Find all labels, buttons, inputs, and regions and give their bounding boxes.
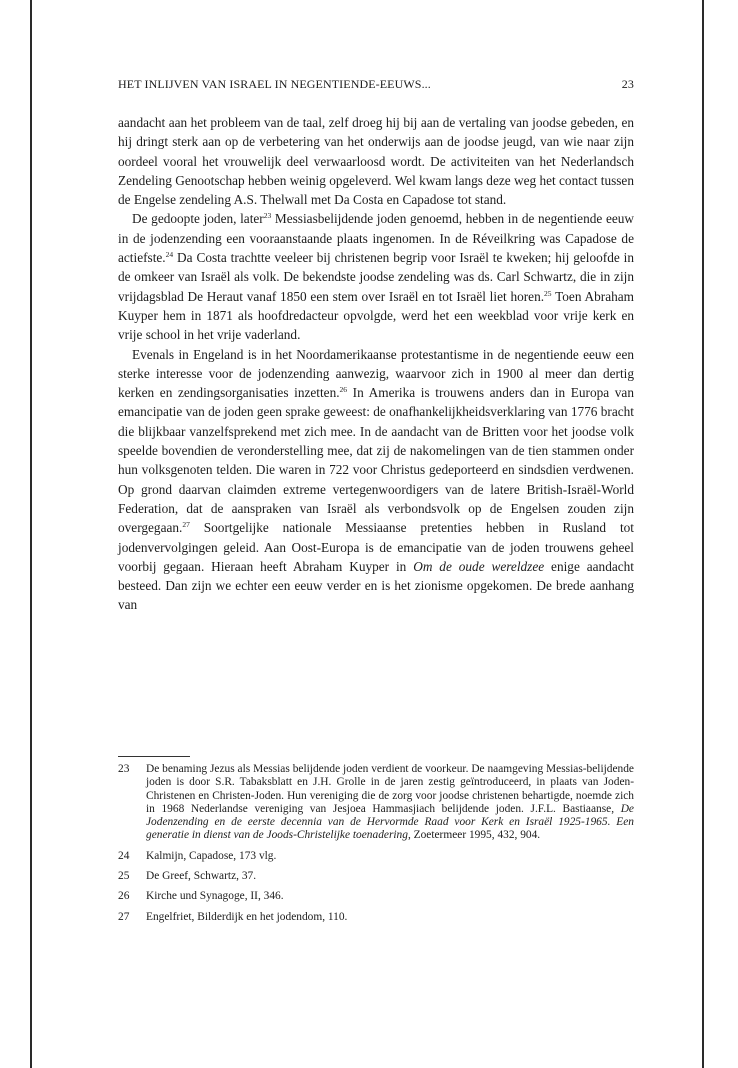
body-text bbox=[118, 113, 634, 615]
footnote-text-a: De benaming Jezus als Messias belijdende joden verdient de voorkeur. De naamgeving Messias-belijdende joden is door S.R. Tabaksblatt en J.H. Grolle in de jaren zestig geïntroduceerd, in plaats van Joden-Christenen en Christen-Joden. Hun vereniging die de zorg voor joodse christenen behartigde, noemde zich in 1968 Nederlandse vereniging van Jesjoea Hammasjiach belijdende joden. J.F.L. Bastiaanse, bbox=[146, 763, 634, 815]
footnote-24 bbox=[118, 850, 634, 863]
paragraph-2-text-a: De gedoopte joden, later bbox=[132, 211, 264, 227]
footnote-text: Kalmijn, Capadose, 173 vlg. bbox=[146, 849, 277, 862]
paragraph-2-text-c: Da Costa trachtte veeleer bij christenen begrip voor Israël te kweken; hij geloofde in de omkeer van Israël als volk. De bekendste joodse zendeling was ds. Carl Schwartz, die in zijn vrijdagsblad De Heraut vanaf 1850 een stem over Israël en tot Israël liet horen. bbox=[118, 250, 634, 304]
paragraph-3-text-b: In Amerika is trouwens anders dan in Europa van emancipatie van de joden geen sprake geweest: de onafhankelijkheidsverklaring van 1776 bracht die blijkbaar vanzelfsprekend met zich mee. In de aandacht van de Britten voor het joodse volk speelde bovendien de veronderstelling mee, dat zij de nakomelingen van de tien stammen onder hun volksgenoten telden. Die waren in 722 voor Christus gedeporteerd en sindsdien verdwenen. Op grond daarvan claimden extreme vertegenwoordigers van de latere British-Israël-World Federation, dat de aanspraken van Israël als verbondsvolk op de Engelsen zouden zijn overgegaan. bbox=[118, 385, 634, 536]
footnote-ref-23: 23 bbox=[263, 211, 272, 221]
paragraph-3-italic-title: Om de oude wereldzee bbox=[413, 558, 545, 574]
paragraph-3 bbox=[118, 345, 634, 615]
footnote-ref-24: 24 bbox=[165, 250, 174, 260]
footnote-ref-25: 25 bbox=[544, 288, 552, 298]
footnote-text-b: , Zoetermeer 1995, 432, 904. bbox=[407, 829, 541, 842]
scan-edge-right bbox=[702, 0, 704, 1068]
footnote-italic-title: De Jodenzending en de eerste decennia van de Hervormde Raad voor Kerk en Israël 1925-1965. Een generatie in dienst van de Joods-Christelijke toenadering bbox=[146, 802, 634, 842]
footnote-ref-27: 27 bbox=[182, 520, 190, 530]
paragraph-3-text-c: Soortgelijke nationale Messiaanse pretenties hebben in Rusland tot jodenvervolgingen geleid. Aan Oost-Europa is de emancipatie van de joden trouwens geheel voorbij gegaan. Hieraan heeft Abraham Kuyper in bbox=[118, 520, 634, 574]
scan-edge-left bbox=[30, 0, 32, 1068]
footnote-number: 26 bbox=[118, 890, 130, 903]
footnote-text: Kirche und Synagoge, II, 346. bbox=[146, 890, 284, 903]
running-title: HET INLIJVEN VAN ISRAEL IN NEGENTIENDE-EEUWS... bbox=[118, 77, 431, 91]
footnote-number: 24 bbox=[118, 849, 130, 862]
paragraph-1: aandacht aan het probleem van de taal, zelf droeg hij bij aan de vertaling van joodse gebeden, en hij dringt sterk aan op de verbetering van het onderwijs aan de joodse jeugd, van wie naar zijn oordeel vooral het vrouwelijk deel verwaarloosd wordt. De activiteiten van het Nederlandsch Zendeling Genootschap hebben weinig opgeleverd. Wel kwam langs deze weg het contact tussen de Engelse zendeling A.S. Thelwall met Da Costa en Capadose tot stand. bbox=[118, 115, 634, 208]
footnote-25 bbox=[118, 870, 634, 883]
footnote-27 bbox=[118, 911, 634, 924]
footnote-23 bbox=[118, 763, 634, 843]
paragraph-2 bbox=[118, 209, 634, 344]
footnote-26 bbox=[118, 890, 634, 903]
footnote-text: De Greef, Schwartz, 37. bbox=[146, 870, 257, 883]
footnote-number: 23 bbox=[118, 763, 130, 775]
footnote-number: 27 bbox=[118, 910, 130, 923]
paragraph-2-text-b: Messiasbelijdende joden genoemd, hebben in de negentiende eeuw in de jodenzending een vooraanstaande plaats ingenomen. In de Réveilkring was Capadose de actiefste. bbox=[118, 211, 634, 266]
footnote-text: Engelfriet, Bilderdijk en het jodendom, 110. bbox=[146, 910, 348, 923]
paragraph-3-text-a: Evenals in Engeland is in het Noordamerikaanse protestantisme in de negentiende eeuw een sterke interesse voor de jodenzending aanwezig, waarvoor zich in 1900 al meer dan dertig kerken en zendingsorganisaties inzetten. bbox=[118, 346, 634, 401]
footnote-rule bbox=[118, 756, 190, 757]
footnote-ref-26: 26 bbox=[339, 385, 348, 395]
paragraph-2-text-d: Toen Abraham Kuyper hem in 1871 als hoofdredacteur opvolgde, werd het een weekblad voor vrije kerk en vrije school in het vrije vaderland. bbox=[118, 288, 634, 343]
page-number: 23 bbox=[621, 77, 634, 91]
paragraph-3-text-d: enige aandacht besteed. Dan zijn we echter een eeuw verder en is het zionisme opgekomen. De brede aanhang van bbox=[118, 558, 634, 613]
footnote-number: 25 bbox=[118, 870, 130, 883]
footnotes bbox=[118, 763, 634, 931]
